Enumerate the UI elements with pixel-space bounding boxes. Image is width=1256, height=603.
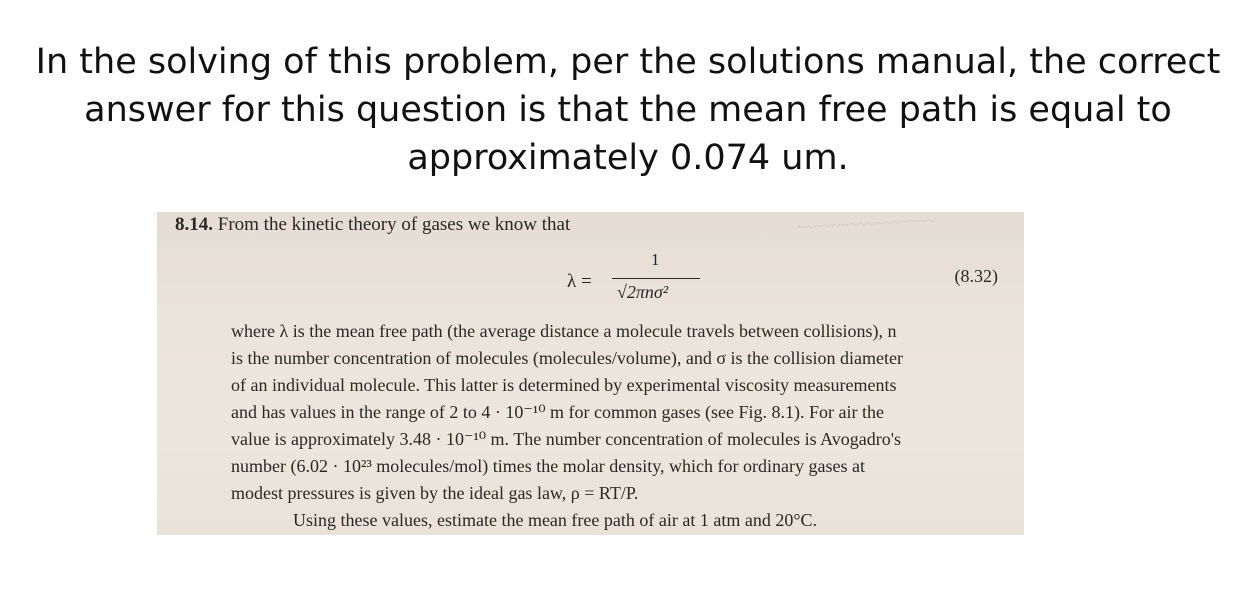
equation-denominator: √2πnσ² xyxy=(617,282,669,302)
body-line: of an individual molecule. This latter is determined by experimental viscosity measurements xyxy=(231,375,897,395)
heading-line-1: In the solving of this problem, per the solutions manual, the correct xyxy=(35,42,1221,82)
body-line: where λ is the mean free path (the average distance a molecule travels between collisions), n xyxy=(231,321,897,341)
body-line: is the number concentration of molecules (molecules/volume), and σ is the collision diameter xyxy=(231,348,904,368)
textbook-photo xyxy=(157,212,1024,535)
body-line: number (6.02 · 10²³ molecules/mol) times the molar density, which for ordinary gases at xyxy=(231,456,865,476)
problem-intro xyxy=(175,214,570,236)
equation-number: (8.32) xyxy=(954,266,998,286)
problem-question: Using these values, estimate the mean free path of air at 1 atm and 20°C. xyxy=(293,510,818,530)
heading-line-2: answer for this question is that the mean free path is equal to xyxy=(84,90,1172,130)
equation xyxy=(567,250,697,310)
body-line: value is approximately 3.48 · 10⁻¹⁰ m. The number concentration of molecules is Avogadro's xyxy=(231,429,902,449)
body-line: modest pressures is given by the ideal gas law, ρ = RT/P. xyxy=(231,483,639,503)
equation-lhs: λ = xyxy=(567,271,592,292)
heading-line-3: approximately 0.074 um. xyxy=(407,138,849,178)
equation-numerator: 1 xyxy=(651,250,660,269)
problem-number: 8.14. xyxy=(175,214,213,235)
body-line: and has values in the range of 2 to 4 · 10⁻¹⁰ m for common gases (see Fig. 8.1). For air the xyxy=(231,402,884,422)
bleed-through-texture: ~~~~~~~~~~~~~~~~ xyxy=(796,212,936,237)
problem-intro-text: From the kinetic theory of gases we know that xyxy=(217,214,571,235)
slide-heading xyxy=(0,38,1256,182)
problem-body xyxy=(231,318,1024,534)
fraction-bar xyxy=(612,278,700,279)
